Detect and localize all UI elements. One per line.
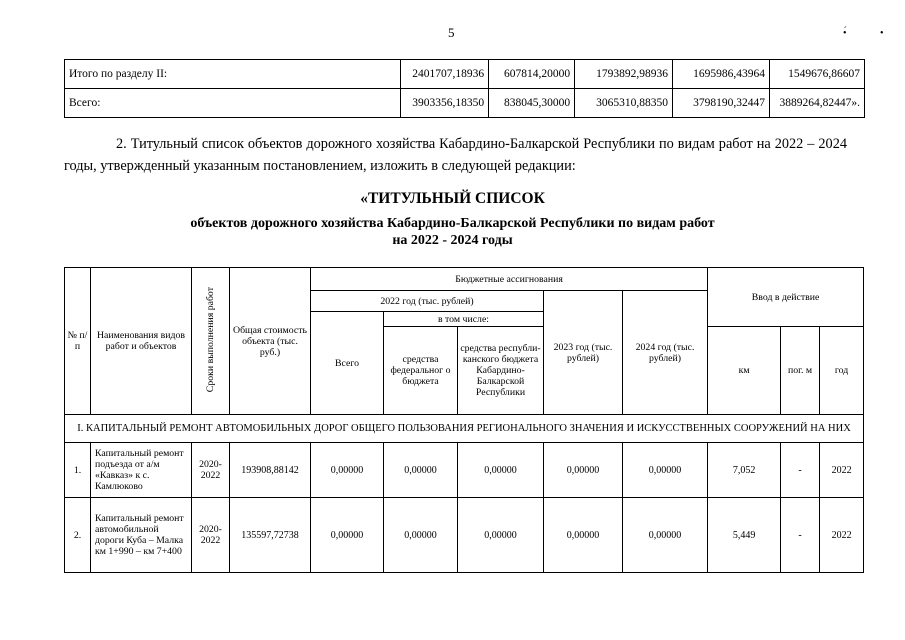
row-period: 2020-2022 <box>192 498 230 573</box>
document-subtitle <box>0 215 905 249</box>
header-name: Наименования видов работ и объектов <box>91 268 192 415</box>
row-cost: 135597,72738 <box>230 498 311 573</box>
totals-value: 838045,30000 <box>489 89 575 118</box>
header-budget: Бюджетные ассигнования <box>311 268 708 291</box>
row-num: 1. <box>65 443 91 498</box>
totals-value: 3903356,18350 <box>401 89 489 118</box>
totals-value: 1793892,98936 <box>575 60 673 89</box>
row-total: 0,00000 <box>311 498 384 573</box>
totals-value: 2401707,18936 <box>401 60 489 89</box>
subtitle-line: на 2022 - 2024 годы <box>392 233 513 248</box>
header-commissioning: Ввод в действие <box>708 268 864 327</box>
row-linear-m: - <box>781 498 820 573</box>
header-including: в том числе: <box>384 312 544 327</box>
totals-row-grand <box>65 89 865 118</box>
scan-speck: • <box>880 28 884 39</box>
row-regional: 0,00000 <box>458 498 544 573</box>
table-row <box>65 498 864 573</box>
row-2023: 0,00000 <box>544 443 623 498</box>
subtitle-line: объектов дорожного хозяйства Кабардино-Балкарской Республики по видам работ <box>190 216 715 231</box>
header-year-2023: 2023 год (тыс. рублей) <box>544 291 623 415</box>
row-period: 2020-2022 <box>192 443 230 498</box>
header-km: км <box>708 327 781 415</box>
row-name: Капитальный ремонт автомобильной дороги Куба – Малка км 1+990 – км 7+400 <box>91 498 192 573</box>
header-period <box>192 268 230 415</box>
header-num: № п/п <box>65 268 91 415</box>
header-cost: Общая стоимость объекта (тыс. руб.) <box>230 268 311 415</box>
row-2024: 0,00000 <box>623 498 708 573</box>
header-total: Всего <box>311 312 384 415</box>
row-km: 5,449 <box>708 498 781 573</box>
section-title: I. КАПИТАЛЬНЫЙ РЕМОНТ АВТОМОБИЛЬНЫХ ДОРОГ ОБЩЕГО ПОЛЬЗОВАНИЯ РЕГИОНАЛЬНОГО ЗНАЧЕНИЯ И ИСКУССТВЕННЫХ СООРУЖЕНИЙ НА НИХ <box>65 415 864 443</box>
row-2024: 0,00000 <box>623 443 708 498</box>
page-number: 5 <box>448 25 455 40</box>
header-period-label: Сроки выполнения работ <box>205 286 216 393</box>
header-linear-m: пог. м <box>781 327 820 415</box>
header-year: год <box>820 327 864 415</box>
header-year-2022: 2022 год (тыс. рублей) <box>311 291 544 312</box>
title-list-table <box>64 267 864 573</box>
row-2023: 0,00000 <box>544 498 623 573</box>
header-regional: средства республи-канского бюджета Кабардино-Балкарской Республики <box>458 327 544 415</box>
row-year: 2022 <box>820 443 864 498</box>
row-cost: 193908,88142 <box>230 443 311 498</box>
totals-label: Итого по разделу II: <box>65 60 401 89</box>
row-linear-m: - <box>781 443 820 498</box>
amendment-paragraph: 2. Титульный список объектов дорожного хозяйства Кабардино-Балкарской Республики по видам работ на 2022 – 2024 годы, утвержденный указанным постановлением, изложить в следующей редакции: <box>64 136 847 174</box>
scan-speck: •́ <box>843 28 847 39</box>
totals-value: 3798190,32447 <box>673 89 770 118</box>
header-year-2024: 2024 год (тыс. рублей) <box>623 291 708 415</box>
totals-value: 607814,20000 <box>489 60 575 89</box>
totals-value: 3889264,82447». <box>769 89 864 118</box>
totals-row-section <box>65 60 865 89</box>
totals-value: 1695986,43964 <box>673 60 770 89</box>
totals-table <box>64 59 865 118</box>
row-name: Капитальный ремонт подъезда от а/м «Кавказ» к с. Камлюково <box>91 443 192 498</box>
document-title: «ТИТУЛЬНЫЙ СПИСОК <box>360 190 545 207</box>
row-total: 0,00000 <box>311 443 384 498</box>
totals-value: 1549676,86607 <box>769 60 864 89</box>
table-row <box>65 443 864 498</box>
section-row <box>65 415 864 443</box>
row-num: 2. <box>65 498 91 573</box>
totals-label: Всего: <box>65 89 401 118</box>
row-federal: 0,00000 <box>384 443 458 498</box>
row-federal: 0,00000 <box>384 498 458 573</box>
header-federal: средства федеральног о бюджета <box>384 327 458 415</box>
row-regional: 0,00000 <box>458 443 544 498</box>
totals-value: 3065310,88350 <box>575 89 673 118</box>
row-year: 2022 <box>820 498 864 573</box>
row-km: 7,052 <box>708 443 781 498</box>
